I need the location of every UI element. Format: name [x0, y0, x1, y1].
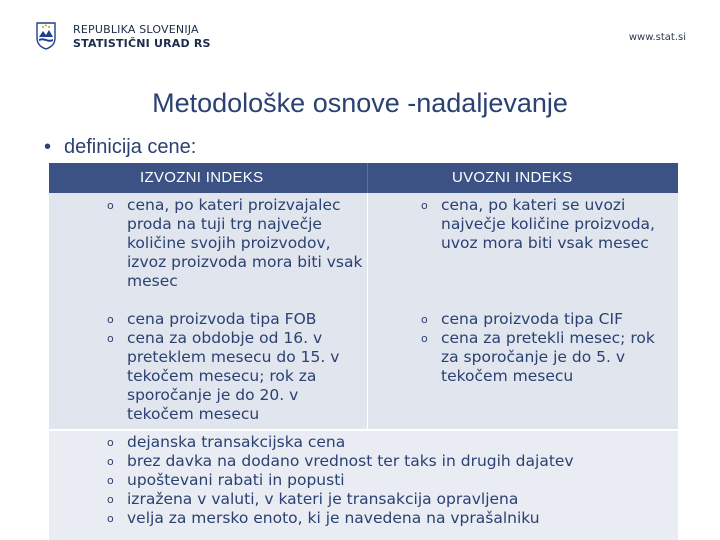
list-item: [107, 196, 367, 291]
circle-bullet-icon: o: [107, 436, 114, 449]
list-item-text: cena proizvoda tipa FOB: [127, 310, 317, 328]
org-line-1: REPUBLIKA SLOVENIJA: [73, 23, 199, 36]
list-item-text: dejanska transakcijska cena: [127, 433, 346, 451]
list-item-text: cena, po kateri se uvozi največje količine proizvoda, uvoz mora biti vsak mesec: [441, 196, 655, 252]
price-definition-table: [49, 163, 678, 540]
circle-bullet-icon: o: [107, 199, 114, 212]
website-link[interactable]: www.stat.si: [628, 32, 686, 43]
circle-bullet-icon: o: [107, 332, 114, 345]
slide-title: Metodološke osnove -nadaljevanje: [152, 88, 568, 118]
list-item: [421, 329, 677, 386]
list-item: [107, 310, 367, 329]
list-item: [107, 452, 672, 471]
circle-bullet-icon: o: [107, 474, 114, 487]
circle-bullet-icon: o: [421, 332, 428, 345]
list-item: [107, 509, 672, 528]
list-item: [421, 310, 677, 329]
org-line-2: STATISTIČNI URAD RS: [73, 37, 211, 50]
list-item-text: cena za pretekli mesec; rok za sporočanje je do 5. v tekočem mesecu: [441, 329, 655, 385]
intro-bullet: [44, 136, 196, 159]
circle-bullet-icon: o: [107, 493, 114, 506]
list-item: [107, 490, 672, 509]
list-item-text: cena proizvoda tipa CIF: [441, 310, 623, 328]
circle-bullet-icon: o: [107, 313, 114, 326]
table-header-row: [49, 163, 678, 193]
header-import-index: UVOZNI INDEKS: [452, 169, 573, 186]
list-item-text: izražena v valuti, v kateri je transakcija opravljena: [127, 490, 519, 508]
list-item: [107, 471, 672, 490]
slovenia-coat-of-arms-icon: [36, 22, 56, 50]
column-divider: [367, 193, 368, 429]
circle-bullet-icon: o: [421, 199, 428, 212]
list-item: [421, 196, 677, 253]
list-item: [107, 433, 672, 452]
circle-bullet-icon: o: [107, 455, 114, 468]
header-divider: [367, 163, 368, 193]
circle-bullet-icon: o: [421, 313, 428, 326]
list-item-text: upoštevani rabati in popusti: [127, 471, 345, 489]
list-item-text: cena, po kateri proizvajalec proda na tuji trg največje količine svojih proizvodov, izvoz proizvoda mora biti vsak mesec: [127, 196, 363, 290]
list-item: [107, 329, 367, 424]
organization-name: [73, 23, 211, 51]
circle-bullet-icon: o: [107, 512, 114, 525]
list-item-text: brez davka na dodano vrednost ter taks in drugih dajatev: [127, 452, 574, 470]
header-export-index: IZVOZNI INDEKS: [140, 169, 264, 186]
list-item-text: cena za obdobje od 16. v preteklem mesecu do 15. v tekočem mesecu; rok za sporočanje je do 20. v tekočem mesecu: [127, 329, 340, 423]
bullet-icon: •: [44, 136, 52, 158]
list-item-text: velja za mersko enoto, ki je navedena na vprašalniku: [127, 509, 540, 527]
intro-bullet-text: definicija cene:: [64, 136, 197, 158]
